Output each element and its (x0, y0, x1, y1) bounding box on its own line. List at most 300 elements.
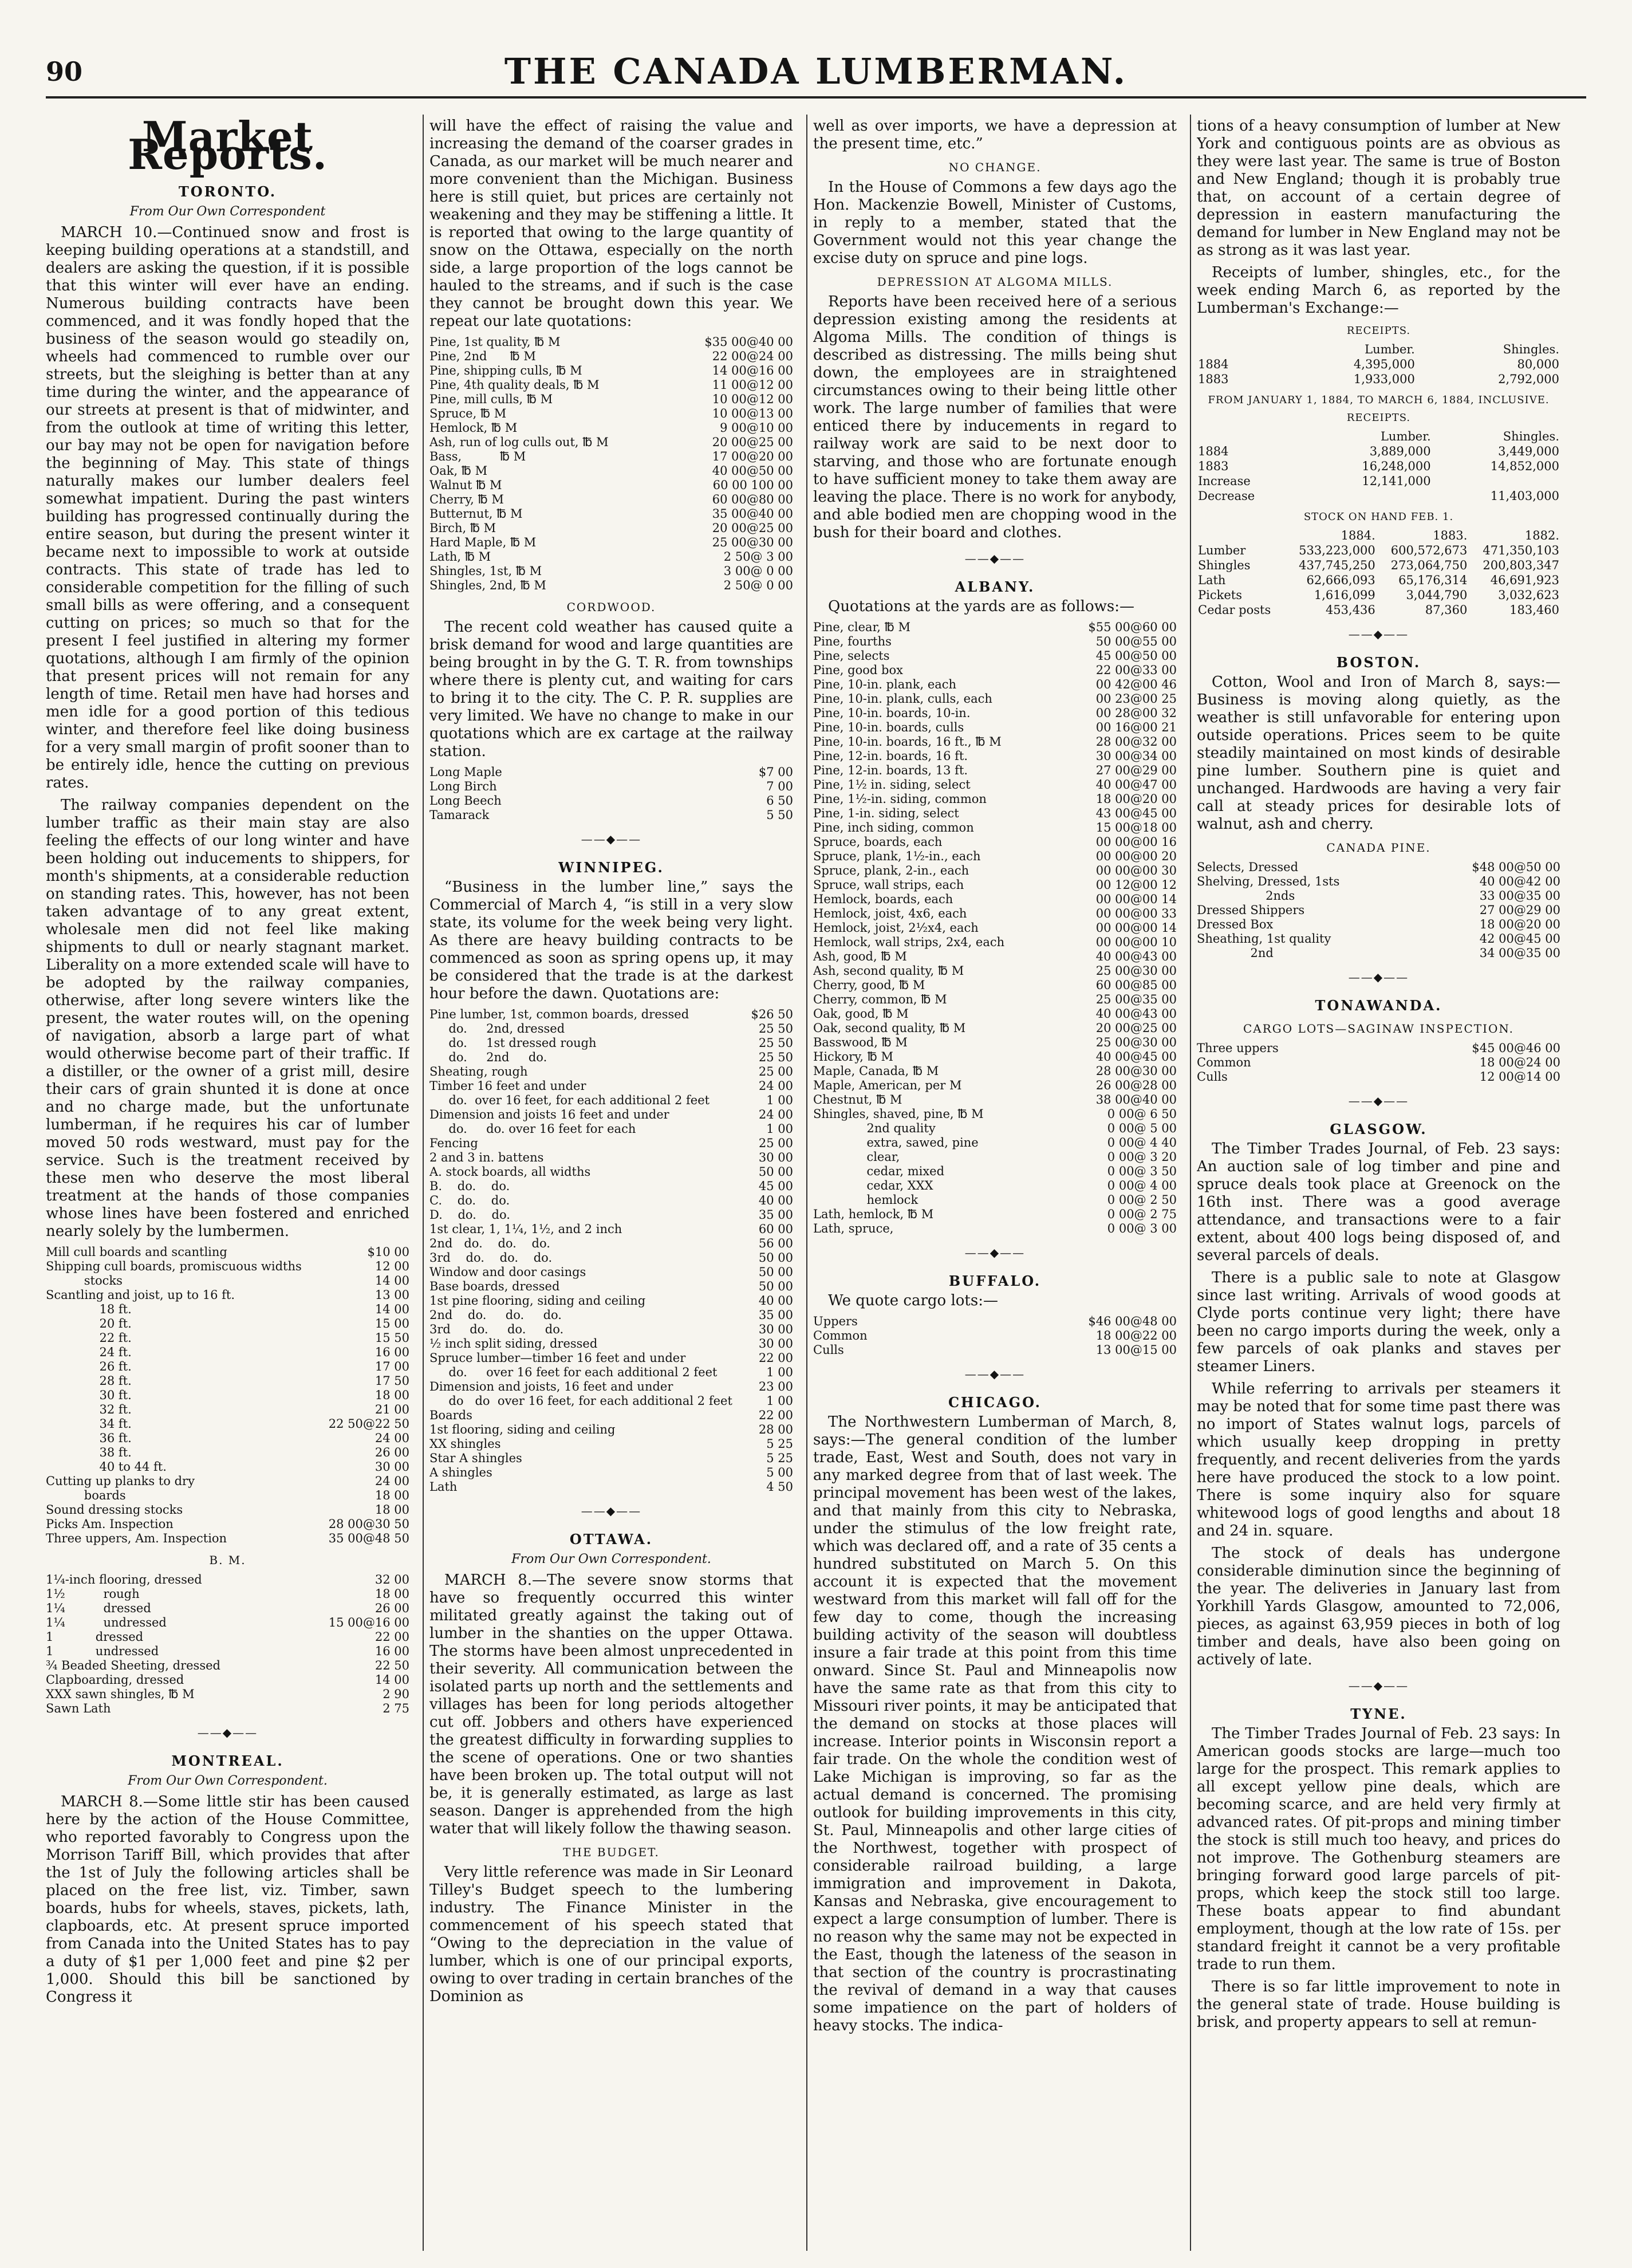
cell: 2,792,000 (1498, 372, 1559, 386)
cell: 453,436 (1325, 603, 1375, 617)
stock-rows (1197, 543, 1560, 617)
item-label: Uppers (813, 1314, 858, 1328)
price-table (429, 765, 793, 822)
cell: 273,064,750 (1390, 558, 1468, 572)
item-price: 35 00@40 00 (712, 507, 793, 521)
item-price: 34 00@35 00 (1479, 946, 1560, 960)
price-row (813, 864, 1177, 878)
item-price: 00 00@00 14 (1095, 921, 1177, 935)
item-price: 26 00@28 00 (1095, 1078, 1177, 1092)
price-row (429, 421, 793, 435)
byline: From Our Own Correspondent. (128, 1774, 328, 1788)
item-price: 30 00@34 00 (1095, 749, 1177, 763)
market-reports-header: Market Reports. (128, 117, 328, 179)
item-price: $46 00@48 00 (1088, 1314, 1177, 1328)
receipts-label: RECEIPTS. (1346, 325, 1411, 337)
price-row (813, 706, 1177, 720)
row-label: Decrease (1198, 489, 1255, 503)
item-label: Pine, inch siding, common (813, 821, 974, 834)
price-row (429, 1122, 793, 1136)
item-label: do. over 16 feet, for each additional 2 feet (429, 1093, 710, 1107)
section-divider: ——◆—— (1348, 1679, 1409, 1692)
price-row (46, 1374, 409, 1388)
price-row (429, 1351, 793, 1365)
item-price: 35 00@48 50 (328, 1531, 409, 1545)
item-label: XX shingles (429, 1437, 501, 1451)
paragraph: The Timber Trades Journal, of Feb. 23 says: An auction sale of log timber and pine and spruce deals took place at Greenock on the 16th inst. There was a good average attendance, and transactions were to a fair extent, about 400 logs being disposed of, and several parcels of deals. (1197, 1140, 1560, 1264)
item-price: 28 00@30 50 (328, 1517, 409, 1531)
item-label: cedar, mixed (813, 1164, 945, 1178)
period-label: FROM JANUARY 1, 1884, TO MARCH 6, 1884, INCLUSIVE. (1208, 394, 1550, 406)
item-label: Pine, mill culls, ℔ M (429, 392, 553, 406)
item-price: 50 00 (758, 1251, 793, 1265)
item-price: 40 00 (758, 1194, 793, 1207)
item-label: ½ inch split siding, dressed (429, 1337, 598, 1350)
item-label: Shingles, 2nd, ℔ M (429, 578, 546, 592)
cell: 1,616,099 (1314, 588, 1375, 602)
stock-row (1197, 603, 1560, 617)
item-label: Ash, good, ℔ M (813, 950, 907, 963)
item-label: boards (46, 1489, 126, 1502)
price-row (429, 1222, 793, 1237)
price-row (46, 1587, 409, 1601)
item-label: Hemlock, ℔ M (429, 421, 518, 435)
price-row (813, 978, 1177, 993)
paragraph: Very little reference was made in Sir Leonard Tilley's Budget speech to the lumbering industry. The Finance Minister in the commencement of his speech stated that “Owing to the depreciation in the value of lumber, which is one of our principal exports, owing to over trading in certain branches of the Dominion as (429, 1864, 793, 2005)
item-price: 15 50 (375, 1331, 409, 1345)
item-label: Hemlock, wall strips, 2x4, each (813, 935, 1005, 949)
item-price: 13 00@15 00 (1095, 1343, 1177, 1357)
item-price: 00 00@00 33 (1095, 907, 1177, 920)
price-row (429, 1079, 793, 1093)
item-label: Scantling and joist, up to 16 ft. (46, 1288, 235, 1302)
item-label: Pine, clear, ℔ M (813, 620, 911, 634)
item-price: 11 00@12 00 (712, 378, 793, 392)
section-heading-tyne: TYNE. (1350, 1706, 1407, 1722)
item-label: Pine, 10-in. boards, culls (813, 720, 964, 734)
item-price: 28 00@30 00 (1095, 1064, 1177, 1078)
item-price: 0 00@ 6 50 (1107, 1107, 1177, 1121)
item-label: 1 dressed (46, 1630, 144, 1644)
item-label: B. do. do. (429, 1179, 510, 1193)
item-label: 2nds (1197, 889, 1295, 903)
item-label: Lath (429, 1480, 458, 1494)
subheading-algoma: DEPRESSION AT ALGOMA MILLS. (877, 275, 1113, 289)
price-row (813, 720, 1177, 735)
item-price: 22 00 (758, 1408, 793, 1422)
paragraph: The recent cold weather has caused quite a brisk demand for wood and large quantities are being brought in by the G. T. R. from townships where there is plenty cut, and waiting for cars to bring it to the city. The C. P. R. supplies are very limited. We have no change to make in our quotations which are ex cartage at the railway station. (429, 619, 793, 760)
price-row (813, 1193, 1177, 1207)
price-row (46, 1702, 409, 1716)
price-row (429, 349, 793, 364)
item-price: 18 00@24 00 (1479, 1056, 1560, 1069)
paragraph: “Business in the lumber line,” says the Commercial of March 4, “is still in a very slow state, its volume for the week being very light. As there are heavy building contracts to be commenced as soon as spring opens up, it may be considered that the trade is at the darkest hour before the dawn. Quotations are: (429, 879, 793, 1002)
item-price: 27 00@29 00 (1479, 903, 1560, 917)
price-row (46, 1331, 409, 1345)
item-label: extra, sawed, pine (813, 1136, 979, 1149)
price-row (429, 464, 793, 478)
item-label: cedar, XXX (813, 1179, 933, 1192)
item-price: 25 50 (758, 1050, 793, 1064)
item-price: 00 00@00 10 (1095, 935, 1177, 949)
price-row (429, 1394, 793, 1408)
price-row (813, 1035, 1177, 1050)
price-row (813, 1050, 1177, 1064)
price-row (429, 1365, 793, 1380)
item-label: Sound dressing stocks (46, 1503, 183, 1517)
price-row (429, 1022, 793, 1036)
price-row (429, 1294, 793, 1308)
item-price: 33 00@35 00 (1479, 889, 1560, 903)
price-row (429, 378, 793, 392)
item-label: Cherry, common, ℔ M (813, 993, 947, 1006)
item-price: 40 00@43 00 (1095, 1007, 1177, 1021)
price-table (1197, 1041, 1560, 1084)
price-table (429, 1007, 793, 1494)
item-label: Clapboarding, dressed (46, 1673, 184, 1687)
item-price: 15 00 (375, 1317, 409, 1330)
price-row (429, 407, 793, 421)
item-price: 0 00@ 3 20 (1107, 1150, 1177, 1164)
masthead (46, 50, 1586, 99)
cell: 3,889,000 (1369, 444, 1431, 458)
price-row (1197, 860, 1560, 875)
section-divider: ——◆—— (1348, 970, 1409, 984)
item-label: Pine, 1st quality, ℔ M (429, 335, 561, 349)
item-label: 1½ rough (46, 1587, 140, 1601)
item-label: Hemlock, joist, 2½x4, each (813, 921, 979, 935)
price-row (813, 635, 1177, 649)
price-row (429, 1050, 793, 1065)
price-row (1197, 946, 1560, 960)
price-row (429, 1093, 793, 1108)
item-label: Window and door casings (429, 1265, 586, 1279)
item-label: do. over 16 feet for each additional 2 feet (429, 1365, 718, 1379)
item-price: 5 25 (766, 1437, 793, 1451)
item-label: Boards (429, 1408, 472, 1422)
price-row (813, 1150, 1177, 1164)
price-row (1197, 875, 1560, 889)
price-row (1197, 889, 1560, 903)
item-label: hemlock (813, 1193, 919, 1207)
item-price: 40 00@45 00 (1095, 1050, 1177, 1064)
item-label: do. 1st dressed rough (429, 1036, 597, 1050)
paragraph: While referring to arrivals per steamers it may be noted that for some time past there was no import of States walnut logs, parcels of which usually keep dropping in pretty frequently, and recent deliveries from the yards here have produced the stock to a low point. There is some inquiry also for square whitewood logs of good lengths and about 18 and 24 in. square. (1197, 1380, 1560, 1539)
paragraph: Receipts of lumber, shingles, etc., for the week ending March 6, as reported by the Lumberman's Exchange:— (1197, 264, 1560, 317)
item-label: Spruce, ℔ M (429, 407, 507, 420)
item-price: 2 50@ 0 00 (723, 578, 793, 592)
price-row (813, 1222, 1177, 1236)
item-label: 24 ft. (46, 1345, 132, 1359)
price-row (813, 1314, 1177, 1329)
item-price: 00 42@00 46 (1095, 678, 1177, 691)
price-row (429, 1380, 793, 1394)
item-label: do do over 16 feet, for each additional 2 feet (429, 1394, 732, 1408)
column-4 (1197, 117, 1560, 2248)
page-number: 90 (46, 56, 83, 87)
column-rule (423, 115, 424, 2251)
price-row (429, 1322, 793, 1337)
price-row (1197, 1041, 1560, 1056)
item-label: 1¼ undressed (46, 1616, 167, 1629)
price-table (813, 1314, 1177, 1357)
price-table (429, 335, 793, 593)
item-label: Ash, run of log culls out, ℔ M (429, 435, 609, 449)
price-row (46, 1245, 409, 1259)
cell: 183,460 (1509, 603, 1559, 617)
item-price: 26 00 (375, 1601, 409, 1615)
item-label: Pine, 1-in. siding, select (813, 806, 959, 820)
item-label: Picks Am. Inspection (46, 1517, 174, 1531)
item-price: 32 00 (375, 1573, 409, 1586)
paragraph: will have the effect of raising the value and increasing the demand of the coarser grades in Canada, as our market will be much nearer and more convenient than the Michigan. Business here is still quiet, but prices are certainly not weakening and they may be stiffening a little. It is reported that owing to the large quantity of snow on the Ottawa, especially on the north side, a large proportion of the logs cannot be hauled to the streams, and if such is the case they cannot be brought down this year. We repeat our late quotations: (429, 117, 793, 330)
item-label: 28 ft. (46, 1374, 132, 1388)
section-heading-chicago: CHICAGO. (948, 1394, 1042, 1411)
row-label: Pickets (1198, 588, 1242, 602)
item-label: Three uppers (1197, 1041, 1279, 1055)
item-price: 30 00 (758, 1151, 793, 1164)
item-label: 34 ft. (46, 1417, 132, 1431)
item-label: 1st pine flooring, siding and ceiling (429, 1294, 646, 1308)
price-row (429, 1265, 793, 1279)
price-row (46, 1573, 409, 1587)
item-label: Shingles, 1st, ℔ M (429, 564, 542, 578)
price-row (46, 1345, 409, 1360)
cell: 46,691,923 (1490, 573, 1559, 587)
section-divider: ——◆—— (964, 1367, 1026, 1381)
cell: 3,032,623 (1498, 588, 1559, 602)
price-row (1197, 932, 1560, 946)
cell: 80,000 (1517, 357, 1559, 371)
item-price: 00 23@00 25 (1095, 692, 1177, 706)
item-price: 17 00@20 00 (712, 450, 793, 463)
stock-row (1197, 558, 1560, 573)
item-label: Bass, ℔ M (429, 450, 526, 463)
item-label: 18 ft. (46, 1302, 132, 1316)
price-row (813, 1121, 1177, 1136)
item-label: Long Beech (429, 794, 502, 808)
item-label: Butternut, ℔ M (429, 507, 523, 521)
item-label: Hemlock, joist, 4x6, each (813, 907, 967, 920)
item-price: 40 00@42 00 (1479, 875, 1560, 888)
item-label: Mill cull boards and scantling (46, 1245, 227, 1259)
section-heading-toronto: TORONTO. (178, 183, 277, 200)
item-label: stocks (46, 1274, 123, 1287)
price-row (813, 1179, 1177, 1193)
paragraph: The Timber Trades Journal of Feb. 23 says: In American goods stocks are large—much too large for the prospect. This remark applies to all except yellow pine deals, which are becoming scarce, and are held very firmly at advanced rates. Of pit-props and mining timber the stock is still much too heavy, and prices do not improve. The Gothenburg steamers are bringing forward good large parcels of pit-props, which keep the stock still too large. These boats appear to find abundant employment, though at the low rate of 15s. per standard freight it cannot be a very profitable trade to run them. (1197, 1725, 1560, 1973)
stock-label: STOCK ON HAND FEB. 1. (1303, 511, 1454, 523)
item-price: 25 00@30 00 (1095, 964, 1177, 978)
item-label: Pine, 10-in. plank, culls, each (813, 692, 992, 706)
price-row (46, 1517, 409, 1531)
column-header: Lumber. (1365, 342, 1415, 356)
price-row (1197, 903, 1560, 918)
cell: 65,176,314 (1398, 573, 1468, 587)
paragraph: In the House of Commons a few days ago the Hon. Mackenzie Bowell, Minister of Customs, in reply to a member, stated that the Government would not this year change the excise duty on spruce and pine logs. (813, 179, 1177, 267)
price-row (429, 450, 793, 464)
item-label: Cherry, ℔ M (429, 493, 504, 506)
item-label: Oak, ℔ M (429, 464, 488, 478)
price-row (46, 1687, 409, 1702)
section-heading-albany: ALBANY. (955, 578, 1035, 595)
column-header: Shingles. (1503, 342, 1559, 356)
paragraph: We quote cargo lots:— (828, 1292, 998, 1309)
price-row (429, 1480, 793, 1494)
price-row (429, 507, 793, 521)
price-row (429, 808, 793, 822)
paragraph: Reports have been received here of a serious depression existing among the residents at Algoma Mills. The condition of things is described as distressing. The mills being shut down, the employees are in straightened circumstances owing to their being little other work. The large number of families that were enticed there by inducements in regard to railway work are said to be next door to starving, and those who are fortunate enough to have sufficient money to take them away are leaving the place. There is no work for anybody, and able bodied men are chopping wood in the bush for their board and clothes. (813, 293, 1177, 541)
price-row (46, 1274, 409, 1288)
item-label: Dimension and joists, 16 feet and under (429, 1380, 673, 1393)
cell: 533,223,000 (1299, 544, 1375, 557)
item-price: 45 00@50 00 (1095, 649, 1177, 663)
subheading-no-change: NO CHANGE. (948, 160, 1042, 174)
byline: From Our Own Correspondent. (511, 1552, 711, 1566)
paragraph: There is so far little improvement to note in the general state of trade. House building is brisk, and property appears to sell at remun- (1197, 1978, 1560, 2031)
item-label: Three uppers, Am. Inspection (46, 1531, 227, 1545)
item-label: Pine lumber, 1st, common boards, dressed (429, 1007, 689, 1021)
price-row (429, 1408, 793, 1423)
item-label: Hickory, ℔ M (813, 1050, 893, 1064)
price-row (429, 794, 793, 808)
item-label: Common (1197, 1056, 1251, 1069)
item-price: 2 90 (383, 1687, 409, 1701)
price-row (429, 493, 793, 507)
item-price: 30 00 (758, 1322, 793, 1336)
item-label: 36 ft. (46, 1431, 132, 1445)
item-price: 18 00 (375, 1587, 409, 1601)
item-label: Dressed Box (1197, 918, 1274, 931)
item-price: 10 00@13 00 (712, 407, 793, 420)
price-row (813, 892, 1177, 907)
cell: 12,141,000 (1362, 474, 1431, 488)
item-price: 27 00@29 00 (1095, 763, 1177, 777)
item-price: $45 00@46 00 (1472, 1041, 1560, 1055)
item-price: 0 00@ 2 50 (1107, 1193, 1177, 1207)
cell: 600,572,673 (1390, 544, 1468, 557)
item-label: Pine, 10-in. plank, each (813, 678, 957, 691)
item-label: Shelving, Dressed, 1sts (1197, 875, 1340, 888)
item-price: 24 00 (375, 1474, 409, 1488)
price-row (813, 1064, 1177, 1078)
price-row (46, 1531, 409, 1546)
price-row (46, 1259, 409, 1274)
item-label: Tamarack (429, 808, 490, 822)
item-price: 0 00@ 3 50 (1107, 1164, 1177, 1178)
item-price: 40 00@43 00 (1095, 950, 1177, 963)
price-row (1197, 1056, 1560, 1070)
price-row (813, 921, 1177, 935)
item-label: Walnut ℔ M (429, 478, 502, 492)
item-price: 21 00 (375, 1403, 409, 1416)
item-label: Pine, 10-in. boards, 16 ft., ℔ M (813, 735, 1002, 749)
item-price: 60 00 100 00 (712, 478, 793, 492)
price-row (429, 1036, 793, 1050)
item-label: Pine, fourths (813, 635, 892, 648)
item-label: Sheating, rough (429, 1065, 528, 1078)
item-price: 45 00 (758, 1179, 793, 1193)
price-row (46, 1601, 409, 1616)
item-price: 14 00 (375, 1302, 409, 1316)
item-label: Lath, ℔ M (429, 550, 491, 564)
section-divider: ——◆—— (1348, 627, 1409, 641)
price-row (813, 778, 1177, 792)
price-row (429, 1451, 793, 1466)
item-price: 50 00 (758, 1265, 793, 1279)
column-header: 1882. (1524, 529, 1559, 542)
section-heading-ottawa: OTTAWA. (569, 1531, 653, 1548)
price-row (429, 1151, 793, 1165)
item-price: 22 00 (375, 1630, 409, 1644)
item-price: 28 00@32 00 (1095, 735, 1177, 749)
price-row (429, 1237, 793, 1251)
item-label: Sawn Lath (46, 1702, 111, 1715)
item-label: D. do. do. (429, 1208, 510, 1222)
item-price: 7 00 (766, 779, 793, 793)
item-price: 35 00 (758, 1208, 793, 1222)
item-label: Selects, Dressed (1197, 860, 1299, 874)
item-price: 2 75 (383, 1702, 409, 1715)
price-row (813, 878, 1177, 892)
item-price: 25 50 (758, 1022, 793, 1035)
price-row (429, 779, 793, 794)
stock-table (1197, 528, 1560, 617)
paragraph: Quotations at the yards are as follows:— (828, 598, 1134, 615)
item-label: Maple, Canada, ℔ M (813, 1064, 939, 1078)
price-row (813, 763, 1177, 778)
price-row (813, 849, 1177, 864)
row-label: Cedar posts (1198, 603, 1271, 617)
price-row (46, 1460, 409, 1474)
price-row (429, 1065, 793, 1079)
cell: 471,350,103 (1483, 544, 1559, 557)
price-row (46, 1360, 409, 1374)
paragraph: The Northwestern Lumberman of March, 8, says:—The general condition of the lumber trade, East, West and South, does not vary in any marked degree from that of last week. The principal movement has been west of the lakes, and that mainly from this city to Nebraska, under the stimulus of the low freight rate, which was declared off, and a rate of 35 cents a hundred substituted on March 5. On this account it is expected that the movement westward from this market will fall off for the few day to come, though the increasing building activity of the season will doubtless insure a fair trade at this point from this time onward. Since St. Paul and Minneapolis now have the same rate as that from this city to Missouri river points, it may be anticipated that the demand on stocks at those places will increase. Interior points in Wisconsin report a fair trade. On the whole the condition west of Lake Michigan is improving, so far as the actual demand is concerned. The promising outlook for building improvements in this city, St. Paul, Minneapolis and other large cities of the Northwest, together with prospect of considerable railroad building, a large immigration and improvement in Dakota, Kansas and Nebraska, give encouragement to expect a large consumption of lumber. There is no reason why the same may not be expected in the East, though the lateness of the season in that section of the country is procrastinating the revival of demand in a way that causes some impatience on the part of holders of heavy stocks. The indica- (813, 1413, 1177, 2034)
price-row (813, 1107, 1177, 1121)
price-row (429, 578, 793, 593)
item-label: Maple, American, per M (813, 1078, 962, 1092)
paragraph: There is a public sale to note at Glasgow since last writing. Arrivals of wood goods at Clyde ports continue very light; there have been no cargo imports during the week, only a few parcels of oak planks and staves per steamer Liners. (1197, 1269, 1560, 1375)
item-label: Culls (813, 1343, 844, 1357)
item-label: Sheathing, 1st quality (1197, 932, 1331, 946)
item-price: 24 00 (375, 1431, 409, 1445)
row-label: Increase (1198, 474, 1251, 488)
price-table (1197, 860, 1560, 960)
row-label: 1883 (1198, 372, 1229, 386)
item-label: ¾ Beaded Sheeting, dressed (46, 1659, 220, 1672)
item-label: Pine, good box (813, 663, 903, 677)
item-label: 1¼-inch flooring, dressed (46, 1573, 202, 1586)
price-row (813, 792, 1177, 806)
item-label: Common (813, 1329, 868, 1342)
price-row (813, 821, 1177, 835)
section-divider: ——◆—— (197, 1726, 258, 1739)
item-price: $10 00 (367, 1245, 409, 1259)
item-price: 00 28@00 32 (1095, 706, 1177, 720)
item-price: 22 50 (375, 1659, 409, 1672)
price-row (813, 1207, 1177, 1222)
price-row (46, 1417, 409, 1431)
section-heading-boston: BOSTON. (1336, 654, 1421, 671)
price-row (46, 1446, 409, 1460)
item-price: 17 00 (375, 1360, 409, 1373)
item-price: $48 00@50 00 (1472, 860, 1560, 874)
price-row (813, 692, 1177, 706)
column-2 (429, 117, 793, 2248)
item-label: 2 and 3 in. battens (429, 1151, 544, 1164)
price-row (46, 1644, 409, 1659)
item-label: Pine, selects (813, 649, 890, 663)
